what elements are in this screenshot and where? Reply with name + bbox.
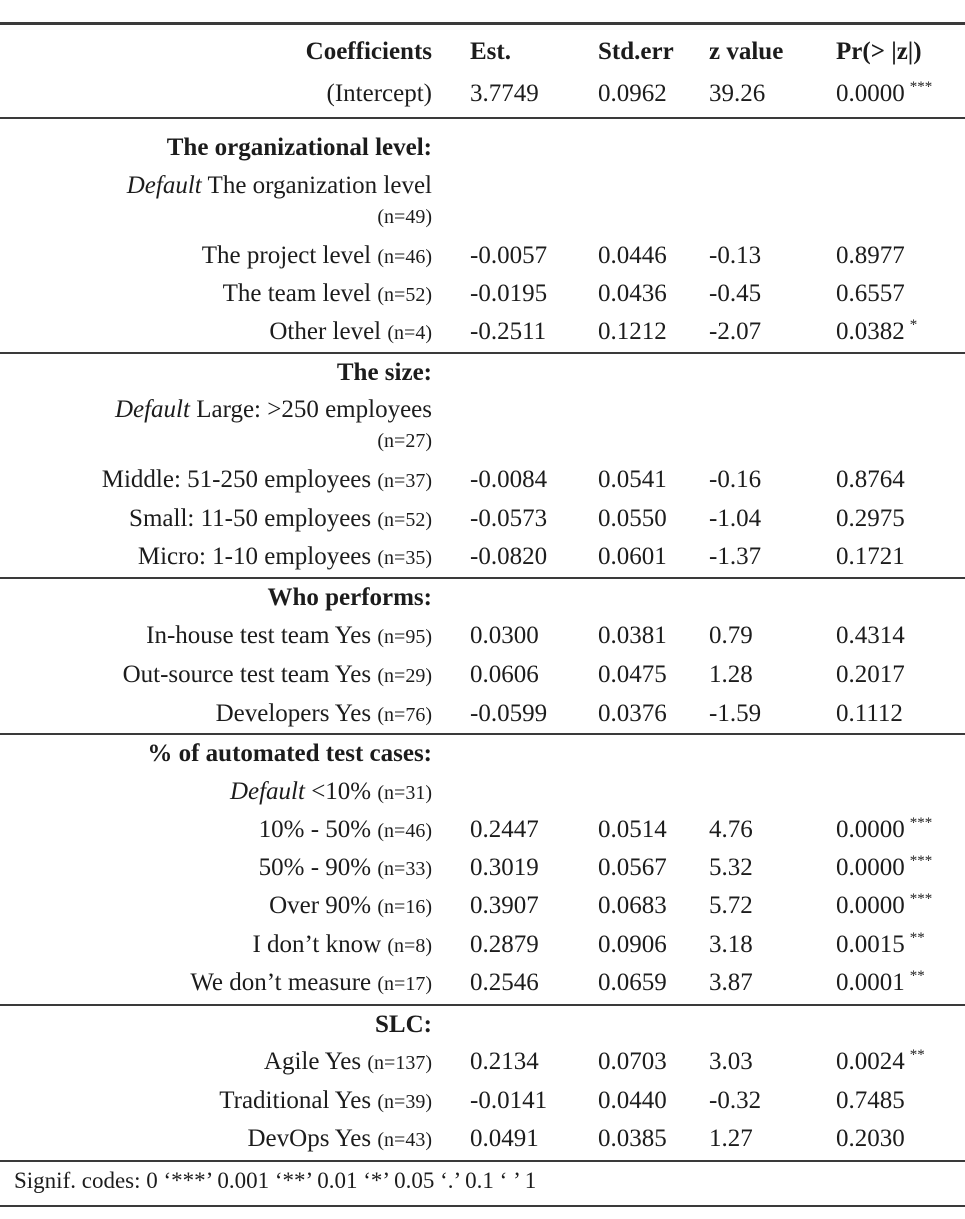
cell-pvalue (836, 926, 925, 967)
pvalue-text: 0.2017 (836, 661, 905, 688)
header-pr: Pr(> |z|) (836, 38, 922, 65)
default-text: Large: >250 employees (196, 396, 432, 423)
pvalue-text: 0.0000 (836, 892, 905, 919)
cell-stderr: 0.0601 (598, 543, 667, 570)
table-row (0, 1082, 965, 1120)
header-coefficients: Coefficients (305, 38, 432, 65)
pvalue-text: 0.0015 (836, 931, 905, 958)
cell-zvalue: -0.13 (709, 242, 762, 269)
table-row (0, 313, 965, 351)
cell-stderr: 0.0381 (598, 622, 667, 649)
table-bottom-rule (0, 1205, 965, 1207)
section-title-text: SLC: (375, 1011, 432, 1038)
section-title-org (0, 129, 965, 167)
row-label-text: In-house test team Yes (146, 622, 372, 649)
row-label-text: Out-source test team Yes (122, 661, 372, 688)
row-label-text: Middle: 51-250 employees (101, 466, 372, 493)
cell-est: 0.2134 (470, 1048, 539, 1075)
section-title-slc (0, 1006, 965, 1044)
cell-est: -0.0599 (470, 700, 548, 727)
cell-est: 0.3907 (470, 892, 539, 919)
section-rule (0, 1160, 965, 1162)
table-row (0, 887, 965, 925)
cell-zvalue: -0.45 (709, 280, 762, 307)
row-label-text: 10% - 50% (258, 816, 372, 843)
row-label-text: We don’t measure (190, 969, 372, 996)
cell-pvalue (836, 237, 910, 278)
table-row (0, 811, 965, 849)
row-label (248, 1120, 433, 1159)
cell-est: 0.3019 (470, 854, 539, 881)
row-n: (n=46) (377, 246, 432, 268)
cell-stderr: 0.0385 (598, 1125, 667, 1152)
cell-stderr: 0.0683 (598, 892, 667, 919)
row-label-text: Micro: 1-10 employees (137, 543, 372, 570)
default-label (230, 773, 432, 812)
cell-est: -0.0573 (470, 505, 548, 532)
cell-pvalue (836, 695, 908, 736)
default-word: Default (126, 172, 202, 199)
cell-stderr: 0.0514 (598, 816, 667, 843)
section-title-text: The organizational level: (166, 134, 432, 161)
cell-pvalue (836, 656, 910, 697)
cell-pvalue (836, 1043, 925, 1084)
header-est: Est. (470, 38, 511, 65)
table-row (0, 461, 965, 499)
table-row (0, 538, 965, 576)
row-label (146, 617, 432, 656)
cell-pvalue (836, 849, 932, 890)
row-label-text: Agile Yes (263, 1048, 362, 1075)
cell-stderr: 0.0906 (598, 931, 667, 958)
row-n: (n=46) (377, 820, 432, 842)
pvalue-text: 0.0000 (836, 816, 905, 843)
cell-zvalue: 3.03 (709, 1048, 753, 1075)
cell-zvalue: 5.72 (709, 892, 753, 919)
cell-zvalue: -0.16 (709, 466, 762, 493)
signif-stars: ** (909, 930, 925, 946)
default-n-row-org (0, 198, 965, 236)
cell-pvalue (836, 964, 925, 1005)
table-row (0, 656, 965, 694)
cell-est: -0.0057 (470, 242, 548, 269)
intercept-label: (Intercept) (326, 80, 432, 107)
row-label (259, 849, 432, 888)
cell-est: -0.2511 (470, 318, 547, 345)
header-zvalue: z value (709, 38, 784, 65)
table-row-intercept (0, 75, 965, 113)
cell-stderr: 0.0376 (598, 700, 667, 727)
signif-stars: *** (909, 79, 933, 95)
cell-est: 0.2546 (470, 969, 539, 996)
cell-zvalue: -0.32 (709, 1087, 762, 1114)
pvalue-text: 0.0382 (836, 318, 905, 345)
pvalue-text: 0.8977 (836, 242, 905, 269)
signif-stars: ** (909, 968, 925, 984)
row-n: (n=16) (377, 896, 432, 918)
cell-stderr: 0.0659 (598, 969, 667, 996)
section-title-text: Who performs: (267, 584, 432, 611)
row-n: (n=76) (377, 704, 432, 726)
row-label (269, 313, 432, 352)
row-label-text: The project level (201, 242, 372, 269)
signif-stars: * (909, 317, 918, 333)
cell-zvalue: -1.04 (709, 505, 762, 532)
cell-est: 0.0606 (470, 661, 539, 688)
row-n: (n=35) (377, 547, 432, 569)
cell-stderr: 0.0436 (598, 280, 667, 307)
default-n: (n=49) (377, 206, 432, 228)
row-label (219, 1082, 432, 1121)
cell-stderr: 0.0550 (598, 505, 667, 532)
default-n-row-size (0, 422, 965, 460)
cell-zvalue: -1.37 (709, 543, 762, 570)
cell-pvalue (836, 461, 910, 502)
row-label-text: Over 90% (269, 892, 372, 919)
pvalue-text: 0.2030 (836, 1125, 905, 1152)
signif-stars: *** (909, 815, 933, 831)
pvalue-text: 0.0000 (836, 80, 905, 107)
cell-pvalue (836, 500, 910, 541)
cell-zvalue: 39.26 (709, 80, 766, 107)
row-label-text: I don’t know (252, 931, 382, 958)
row-label (129, 500, 432, 539)
signif-stars: ** (909, 1047, 925, 1063)
cell-est: -0.0084 (470, 466, 548, 493)
table-row (0, 926, 965, 964)
cell-stderr: 0.0541 (598, 466, 667, 493)
table-header-row (0, 33, 965, 71)
header-stderr: Std.err (598, 38, 674, 65)
row-label (216, 695, 432, 734)
row-n: (n=33) (377, 858, 432, 880)
cell-est: 0.2879 (470, 931, 539, 958)
cell-zvalue: 3.18 (709, 931, 753, 958)
cell-pvalue (836, 617, 910, 658)
row-label (252, 926, 432, 965)
pvalue-text: 0.4314 (836, 622, 905, 649)
cell-est: 0.0300 (470, 622, 539, 649)
row-label (223, 275, 432, 314)
cell-pvalue (836, 887, 932, 928)
row-label-text: The team level (222, 280, 372, 307)
cell-pvalue (836, 811, 932, 852)
default-word: Default (229, 778, 305, 805)
cell-zvalue: -2.07 (709, 318, 762, 345)
section-rule (0, 117, 965, 119)
section-title-text: The size: (336, 359, 432, 386)
row-n: (n=39) (377, 1091, 432, 1113)
cell-stderr: 0.0962 (598, 80, 667, 107)
table-row (0, 500, 965, 538)
table-row (0, 275, 965, 313)
cell-stderr: 0.0475 (598, 661, 667, 688)
row-label (259, 811, 432, 850)
row-label-text: Developers Yes (215, 700, 372, 727)
row-label (269, 887, 432, 926)
cell-est: -0.0820 (470, 543, 548, 570)
cell-zvalue: 3.87 (709, 969, 753, 996)
default-n: (n=31) (377, 782, 432, 804)
table-row (0, 695, 965, 733)
cell-est: 3.7749 (470, 80, 539, 107)
row-label (138, 538, 432, 577)
cell-zvalue: 1.27 (709, 1125, 753, 1152)
cell-stderr: 0.0703 (598, 1048, 667, 1075)
row-n: (n=43) (377, 1129, 432, 1151)
table-row (0, 617, 965, 655)
row-label (123, 656, 432, 695)
signif-codes-footnote: Signif. codes: 0 ‘***’ 0.001 ‘**’ 0.01 ‘*’ 0.05 ‘.’ 0.1 ‘ ’ 1 (14, 1168, 537, 1193)
section-title-auto (0, 735, 965, 773)
cell-pvalue (836, 1082, 910, 1123)
row-label-text: DevOps Yes (247, 1125, 372, 1152)
row-label-text: Small: 11-50 employees (129, 505, 372, 532)
pvalue-text: 0.0024 (836, 1048, 905, 1075)
row-label (102, 461, 432, 500)
signif-stars: *** (909, 891, 933, 907)
default-text: <10% (311, 778, 372, 805)
cell-est: -0.0195 (470, 280, 548, 307)
row-label-text: 50% - 90% (258, 854, 372, 881)
row-n: (n=95) (377, 626, 432, 648)
signif-stars: *** (909, 853, 933, 869)
section-title-who (0, 579, 965, 617)
cell-stderr: 0.1212 (598, 318, 667, 345)
row-n: (n=37) (377, 470, 432, 492)
default-n: (n=27) (377, 430, 432, 452)
row-n: (n=137) (367, 1052, 432, 1074)
pvalue-text: 0.2975 (836, 505, 905, 532)
cell-est: 0.2447 (470, 816, 539, 843)
table-row (0, 237, 965, 275)
default-text: The organization level (207, 172, 432, 199)
pvalue-text: 0.1721 (836, 543, 905, 570)
row-n: (n=8) (387, 935, 432, 957)
pvalue-text: 0.7485 (836, 1087, 905, 1114)
cell-stderr: 0.0446 (598, 242, 667, 269)
row-n: (n=29) (377, 665, 432, 687)
cell-pvalue (836, 75, 932, 116)
default-word: Default (114, 396, 190, 423)
cell-stderr: 0.0440 (598, 1087, 667, 1114)
row-n: (n=17) (377, 973, 432, 995)
cell-zvalue: 5.32 (709, 854, 753, 881)
pvalue-text: 0.0000 (836, 854, 905, 881)
row-label (190, 964, 432, 1003)
table-row (0, 1120, 965, 1158)
row-label-text: Traditional Yes (219, 1087, 372, 1114)
cell-pvalue (836, 538, 910, 579)
default-row-auto (0, 773, 965, 811)
cell-stderr: 0.0567 (598, 854, 667, 881)
section-title-size (0, 354, 965, 392)
table-row (0, 1043, 965, 1081)
table-row (0, 849, 965, 887)
cell-est: 0.0491 (470, 1125, 539, 1152)
cell-zvalue: -1.59 (709, 700, 762, 727)
row-label (202, 237, 432, 276)
pvalue-text: 0.6557 (836, 280, 905, 307)
row-label-text: Other level (269, 318, 382, 345)
cell-pvalue (836, 275, 910, 316)
row-n: (n=52) (377, 509, 432, 531)
pvalue-text: 0.8764 (836, 466, 905, 493)
row-label (264, 1043, 432, 1082)
row-n: (n=4) (387, 322, 432, 344)
cell-zvalue: 1.28 (709, 661, 753, 688)
row-n: (n=52) (377, 284, 432, 306)
cell-zvalue: 4.76 (709, 816, 753, 843)
table-top-rule (0, 22, 965, 25)
pvalue-text: 0.0001 (836, 969, 905, 996)
cell-zvalue: 0.79 (709, 622, 753, 649)
section-title-text: % of automated test cases: (147, 740, 432, 767)
pvalue-text: 0.1112 (836, 700, 903, 727)
cell-pvalue (836, 313, 917, 354)
cell-pvalue (836, 1120, 910, 1161)
table-row (0, 964, 965, 1002)
cell-est: -0.0141 (470, 1087, 548, 1114)
